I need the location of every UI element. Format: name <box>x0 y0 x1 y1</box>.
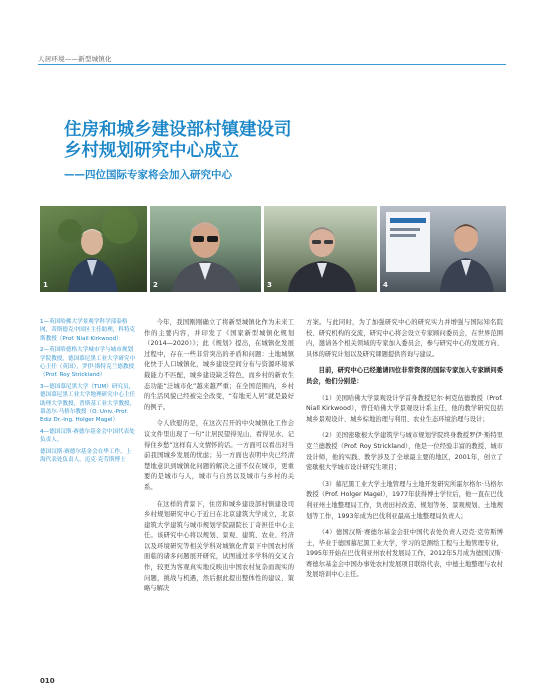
paragraph: 方案。与此同时，为了加强研究中心的研究实力并增强与国际知名院校、研究机构的交流，研究中心将会设立专家顾问委员会，在世界范围内，邀请各个相关领域的专家加入委员会，参与研究中心的发展方向、具体的研究计划以及研究课题提供咨询与建议。 <box>306 319 503 358</box>
photo-number: 2 <box>153 281 158 289</box>
section-header: 人居环境——新型城镇化 <box>38 55 112 63</box>
body-column-1 <box>144 318 294 601</box>
photo-number: 3 <box>267 281 272 289</box>
caption-3: 3—德国慕尼黑大学（TUM）研究员，德国慕尼黑工业大学地理研究中心主任助理大学教授，普斯基工业大学教授，慕盖尔·马格尔教授（O. Univ.-Prof. Ediz Dr.-Ing. Holger Magel） <box>40 383 136 424</box>
photo-strickland <box>150 206 261 292</box>
body-column-2 <box>306 318 503 587</box>
header-divider <box>38 64 506 65</box>
paragraph: 今年，我国刚刚确立了将新型城镇化作为未来工作的主要内容，并印发了《国家新型城镇化规划（2014—2020）》；此《规划》提出，在城镇化发展过程中，存在一些非常突出的矛盾和问题：土地城镇化快于人口城镇化，城乡建设空间分布与资源环境承载能力不匹配，城乡建设缺乏特色，而乡村的新农生态功能“泛城市化”越来越严重；在全国范围内，乡村的生活风貌已经被完全改变，“有地无人居”就是最好的例子。 <box>144 319 294 411</box>
portrait-photo-icon <box>40 206 147 292</box>
paragraph-lead: 目前，研究中心已经邀请四位非常资深的国际专家加入专家顾问委员会，他们分别是： <box>306 367 503 385</box>
photo-klaus <box>380 206 506 292</box>
article-subtitle: ——四位国际专家将会加入研究中心 <box>64 169 232 181</box>
photo-number: 4 <box>383 281 388 289</box>
portrait-photo-icon <box>150 206 261 292</box>
paragraph: （3）慕尼黑工业大学土地管理与土地开发研究所霍尔格尔·马格尔教授（Prof. Holger Magel），1977年获得博士学位后，他一直在巴伐利亚州土地整理局工作，负责田村改造、规划等务、景观规划、土地规划等工作，1993年成为巴伐利亚最高土地整理局负责人； <box>306 480 503 520</box>
paragraph: （2）美国密歇根大学建筑学与城市规划学院终身教授罗伊·斯特里克兰德教授（Prof. Roy Strickland），他是一位经验丰富的教授、城市设计师，他的实践、教学涉及了全球最主要的地区，2001年，创立了密歇根大学城市设计研究生项目； <box>306 432 503 472</box>
paragraph: 令人欣慰的是，在这次召开的中央城镇化工作会议文件里出现了一句“让居民望得见山、看得见水、记得住乡愁”这样有人文情怀的话。一方面可以看出对当前我国城乡发展的忧虑；另一方面也表明中央已经清楚地意识到城镇化问题的解决之道不仅在城市，更重要的是城市与人，城市与自然以及城市与乡村的关系。 <box>144 420 294 491</box>
paragraph: （4）德国汉斯·赛德尔基金会驻中国代表处负责人迈克·克劳斯博士，毕业于德国慕尼黑工业大学，学习的是测绘工程与土地管理专业，1995年开始在巴伐利亚州农村发展局工作，2012年5月成为德国汉斯·赛德尔基金会中国办事处农村发展项目联络代表，中德土地整理与农村发展培训中心主任。 <box>306 529 503 579</box>
title-line-1: 住房和城乡建设部村镇建设司 <box>64 120 292 140</box>
caption-1: 1—英国哈佛大学景观学科学部泰格网，蒂斯德克中国区主任助理，科特克斯教授（Prof. Niall Kirkwood） <box>40 319 136 342</box>
photo-captions <box>40 318 136 468</box>
caption-5: 德国汉斯·赛德尔基金会在华工作，上海代表处负责人，迈克·克劳斯博士 <box>40 448 132 464</box>
portrait-photo-icon <box>264 206 377 292</box>
caption-4: 4—德国汉斯·赛德尔基金会中国代表处负责人。 <box>40 428 135 444</box>
photo-kirkwood <box>40 206 147 292</box>
photo-number: 1 <box>43 281 48 289</box>
photo-strip <box>40 206 506 292</box>
title-line-2: 乡村规划研究中心成立 <box>64 141 239 161</box>
paragraph: （1）美国哈佛大学景观设计学首身教授尼尔·柯克伍德教授（Prof. Niall Kirkwood），曾任哈佛大学景观设计系主任，他的教学研究包括城乡景观设计、城乡棕地治理与利用、农业生态环境治理与设计； <box>306 394 503 423</box>
portrait-photo-icon <box>380 206 506 292</box>
article-title <box>64 120 292 162</box>
paragraph: 在这样的背景下，住房和城乡建设部村镇建设司乡村规划研究中心于近日在北京建筑大学成立，北京建筑大学建筑与城市规划学院副院长丁奇担任中心主任。该研究中心将以规划、景观、建筑、农业、经济以及环境研究等相关学科对城镇化背景下中国农村所面临的诸多问题展开研究，试图通过多学科的交叉合作，较更为客观真实地反映出中国农村复杂而现实的问题，挑战与机遇，然后据此提出整体性的建议、策略与解决 <box>144 500 294 593</box>
caption-2: 2—英国哈德格大学城市学与城市规划学院教授，德国慕尼黑工业大学研究中心主任（英国），罗伊·斯特克兰德教授（Prof. Roy Strickland） <box>40 347 136 379</box>
page-number: 010 <box>40 677 55 685</box>
photo-magel <box>264 206 377 292</box>
